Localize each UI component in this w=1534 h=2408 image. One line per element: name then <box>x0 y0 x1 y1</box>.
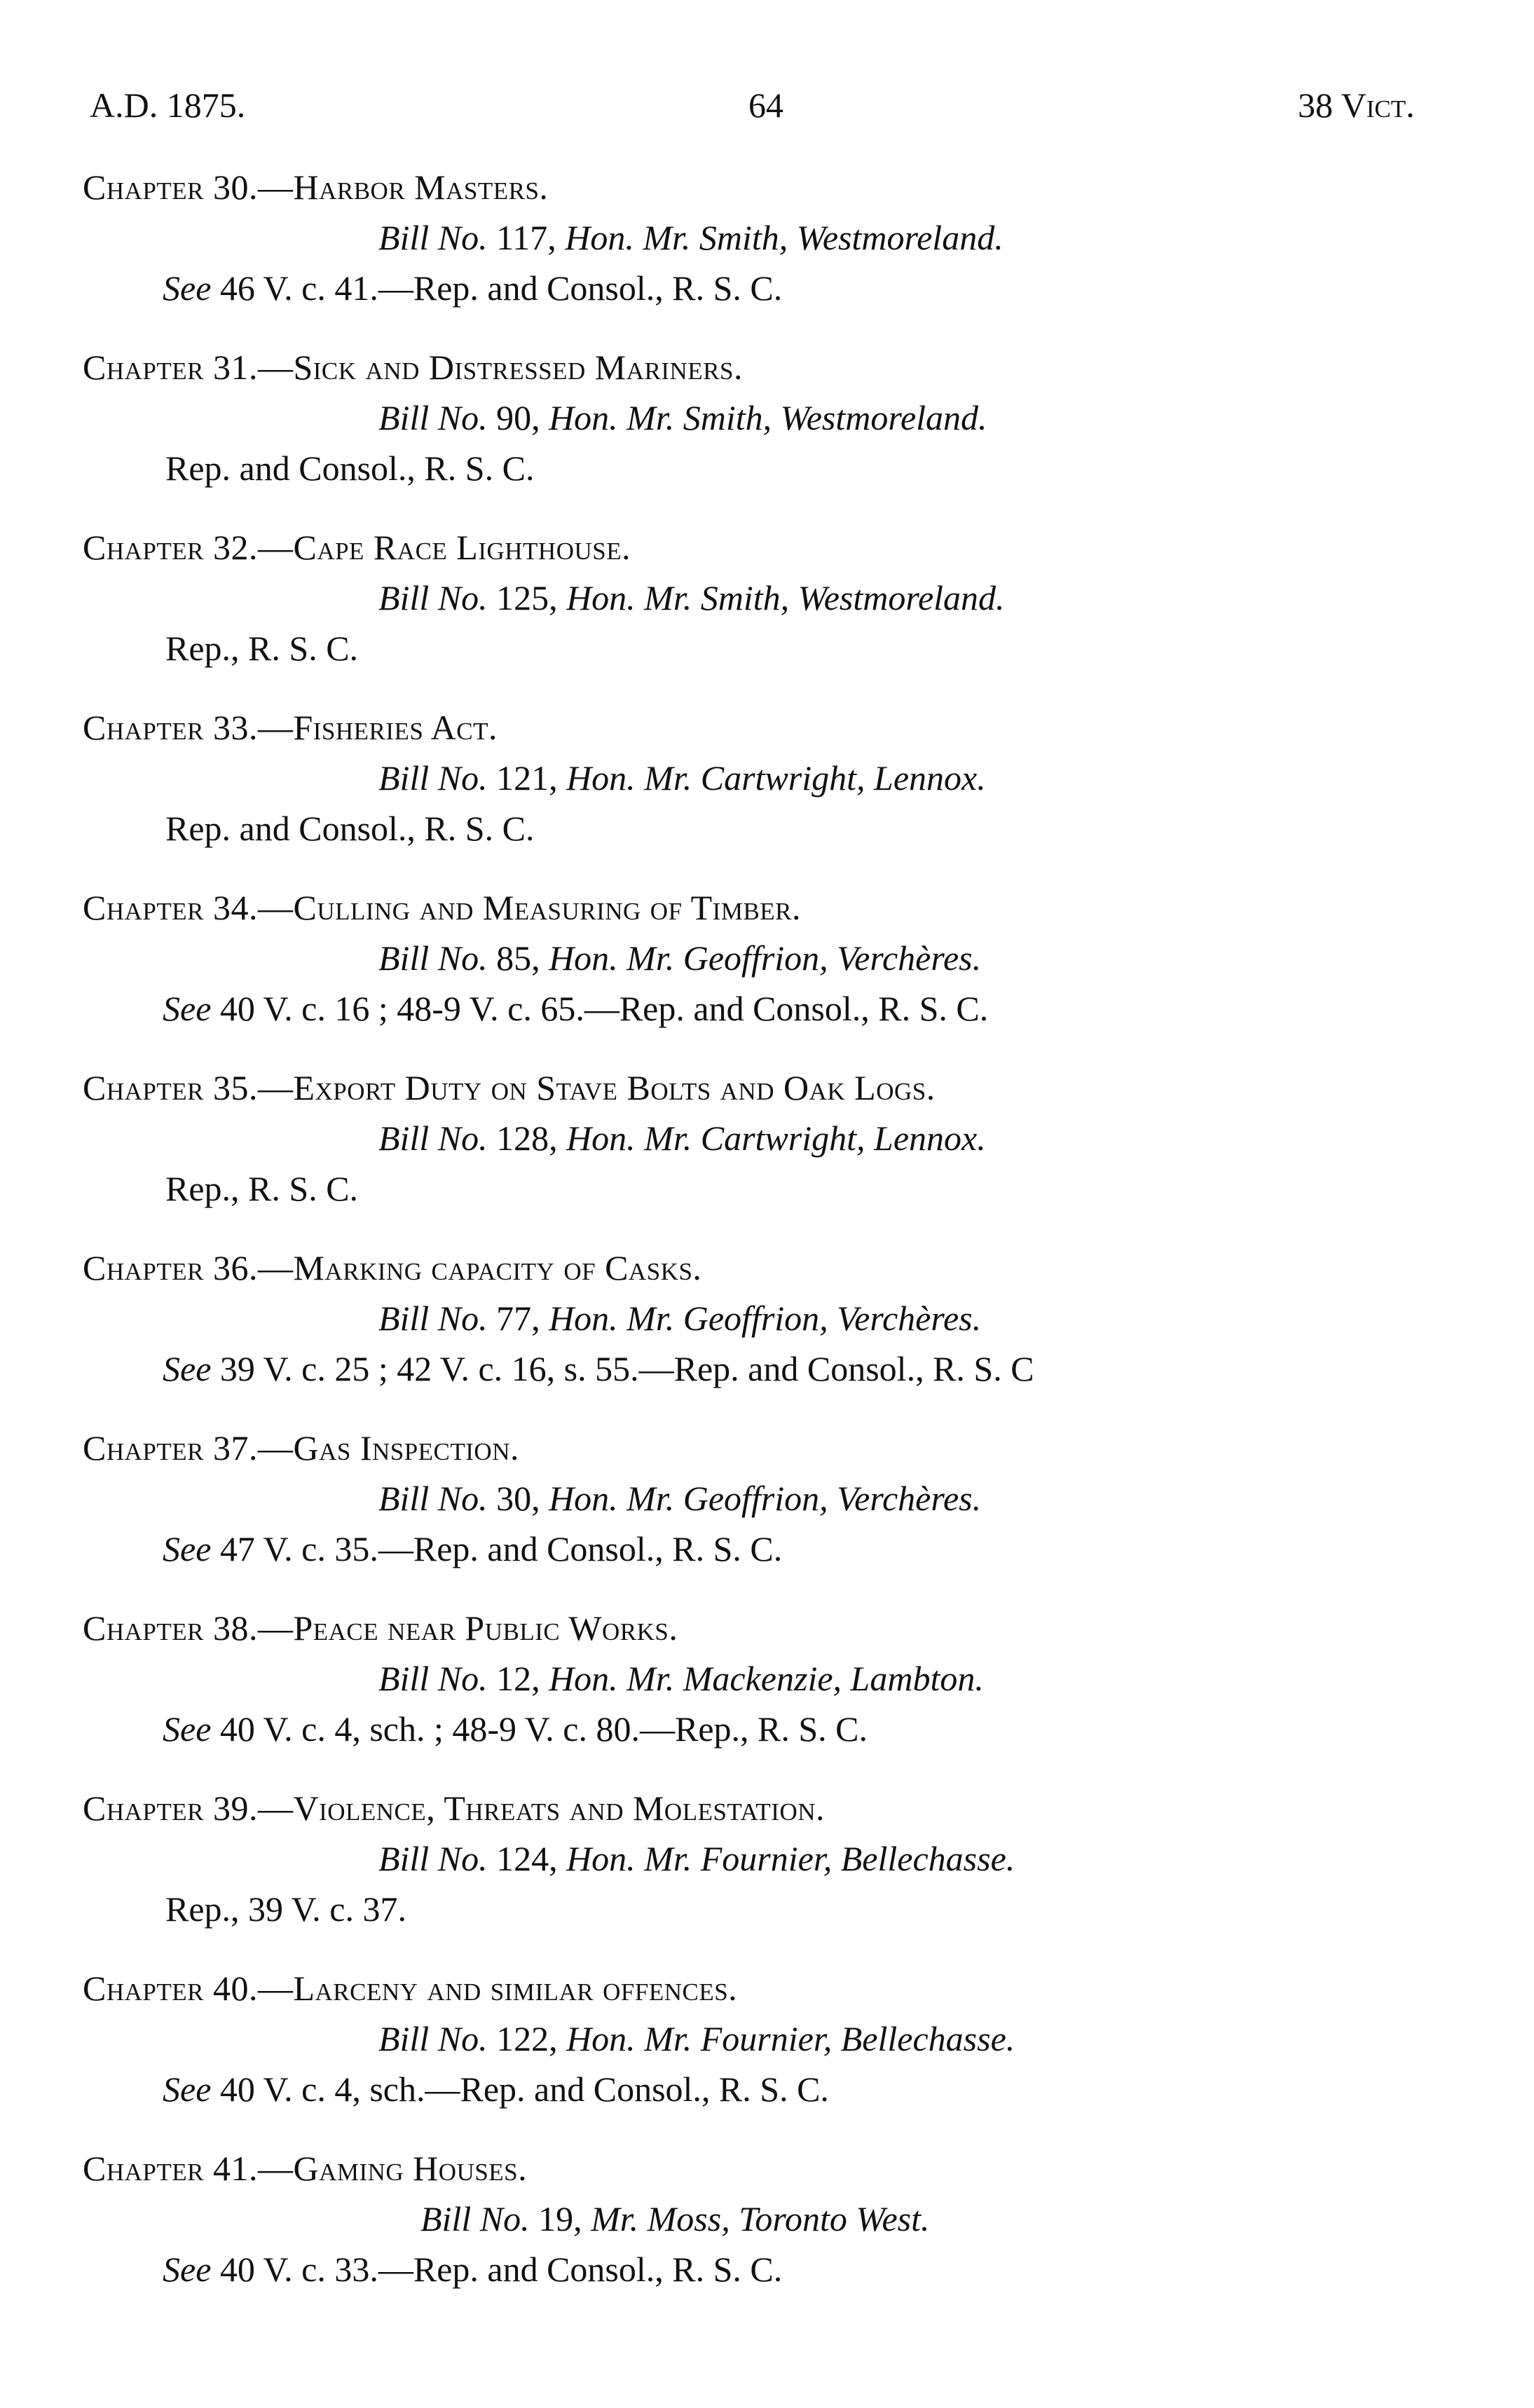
chapter-heading: Chapter 33.—Fisheries Act. <box>83 708 498 747</box>
bill-sponsor: Hon. Mr. Mackenzie, Lambton. <box>549 1659 984 1698</box>
bill-line <box>378 217 1004 258</box>
header-regnal-year: 38 Vict. <box>1298 85 1415 125</box>
bill-number: 12, <box>496 1659 540 1698</box>
bill-line <box>378 1838 1015 1879</box>
chapter-entry <box>0 1067 1534 1247</box>
bill-number: 30, <box>496 1479 540 1518</box>
chapter-heading: Chapter 31.—Sick and Distressed Mariners. <box>83 348 743 387</box>
chapter-notes <box>163 268 782 308</box>
notes-text: 40 V. c. 16 ; 48-9 V. c. 65.—Rep. and Consol., R. S. C. <box>219 989 989 1028</box>
notes-text: Rep., R. S. C. <box>165 629 359 668</box>
see-label: See <box>163 1349 212 1388</box>
bill-label: Bill No. <box>378 758 488 798</box>
notes-text: 40 V. c. 4, sch. ; 48-9 V. c. 80.—Rep., R. S. C. <box>219 1709 868 1749</box>
chapter-heading: Chapter 40.—Larceny and similar offences. <box>83 1969 738 2008</box>
chapter-notes <box>165 1889 406 1929</box>
bill-line <box>378 397 987 438</box>
chapter-heading: Chapter 34.—Culling and Measuring of Timber. <box>83 888 802 927</box>
chapter-notes <box>163 988 988 1029</box>
notes-text: Rep., R. S. C. <box>165 1169 359 1208</box>
chapter-notes <box>163 1348 1034 1389</box>
chapter-entry <box>0 1788 1534 1968</box>
chapter-heading: Chapter 37.—Gas Inspection. <box>83 1428 519 1468</box>
chapter-entry <box>0 527 1534 707</box>
chapter-heading: Chapter 35.—Export Duty on Stave Bolts and Oak Logs. <box>83 1068 936 1107</box>
bill-line <box>420 2198 930 2239</box>
chapter-entry <box>0 1247 1534 1428</box>
bill-sponsor: Hon. Mr. Geoffrion, Verchères. <box>549 1479 982 1518</box>
chapter-heading: Chapter 39.—Violence, Threats and Molestation. <box>83 1788 825 1828</box>
notes-text: 39 V. c. 25 ; 42 V. c. 16, s. 55.—Rep. and Consol., R. S. C <box>219 1349 1034 1388</box>
chapter-entry <box>0 887 1534 1067</box>
notes-text: Rep. and Consol., R. S. C. <box>165 809 535 848</box>
bill-line <box>378 758 986 798</box>
chapter-entry <box>0 167 1534 347</box>
see-label: See <box>163 2070 212 2109</box>
chapter-notes <box>163 2249 782 2290</box>
see-label: See <box>163 2250 212 2289</box>
see-label: See <box>163 989 212 1028</box>
bill-number: 122, <box>496 2019 558 2058</box>
bill-sponsor: Hon. Mr. Smith, Westmoreland. <box>566 578 1005 617</box>
bill-label: Bill No. <box>378 1659 488 1698</box>
chapter-entry <box>0 1968 1534 2148</box>
see-label: See <box>163 1709 212 1749</box>
chapter-entry <box>0 1428 1534 1608</box>
chapter-entry <box>0 347 1534 527</box>
chapter-heading: Chapter 38.—Peace near Public Works. <box>83 1608 678 1648</box>
bill-sponsor: Hon. Mr. Cartwright, Lennox. <box>566 758 986 798</box>
chapter-heading: Chapter 41.—Gaming Houses. <box>83 2149 528 2188</box>
bill-number: 124, <box>496 1839 558 1878</box>
notes-text: 40 V. c. 33.—Rep. and Consol., R. S. C. <box>219 2250 783 2289</box>
chapter-heading: Chapter 30.—Harbor Masters. <box>83 167 549 207</box>
bill-label: Bill No. <box>378 398 488 437</box>
chapter-entry <box>0 1608 1534 1788</box>
chapter-entry <box>0 707 1534 887</box>
bill-number: 85, <box>496 938 540 978</box>
chapter-notes <box>165 808 534 849</box>
bill-number: 19, <box>538 2199 582 2238</box>
bill-line <box>378 938 981 978</box>
bill-sponsor: Hon. Mr. Smith, Westmoreland. <box>565 218 1004 257</box>
bill-number: 125, <box>496 578 558 617</box>
see-label: See <box>163 1529 212 1568</box>
chapter-heading: Chapter 32.—Cape Race Lighthouse. <box>83 528 631 567</box>
bill-line <box>378 1118 986 1158</box>
header-year: A.D. 1875. <box>90 85 246 125</box>
chapter-notes <box>165 628 358 669</box>
bill-label: Bill No. <box>378 218 488 257</box>
bill-line <box>378 1478 981 1519</box>
chapter-notes <box>163 1528 782 1569</box>
bill-line <box>378 2018 1015 2059</box>
bill-line <box>378 1298 981 1339</box>
notes-text: 47 V. c. 35.—Rep. and Consol., R. S. C. <box>219 1529 783 1568</box>
bill-label: Bill No. <box>378 1119 488 1158</box>
chapter-heading: Chapter 36.—Marking capacity of Casks. <box>83 1248 702 1287</box>
chapter-list <box>0 167 1534 2328</box>
bill-number: 90, <box>496 398 540 437</box>
bill-sponsor: Hon. Mr. Geoffrion, Verchères. <box>549 1299 982 1338</box>
bill-label: Bill No. <box>378 1299 488 1338</box>
bill-sponsor: Hon. Mr. Smith, Westmoreland. <box>549 398 987 437</box>
bill-number: 121, <box>496 758 558 798</box>
see-label: See <box>163 268 212 308</box>
page-number: 64 <box>748 85 783 125</box>
bill-sponsor: Hon. Mr. Cartwright, Lennox. <box>566 1119 986 1158</box>
bill-label: Bill No. <box>378 938 488 978</box>
bill-sponsor: Hon. Mr. Fournier, Bellechasse. <box>566 1839 1015 1878</box>
bill-sponsor: Hon. Mr. Fournier, Bellechasse. <box>566 2019 1015 2058</box>
bill-number: 117, <box>496 218 556 257</box>
bill-sponsor: Hon. Mr. Geoffrion, Verchères. <box>549 938 982 978</box>
chapter-notes <box>163 1709 868 1749</box>
chapter-notes <box>165 448 534 488</box>
bill-sponsor: Mr. Moss, Toronto West. <box>591 2199 930 2238</box>
chapter-entry <box>0 2148 1534 2328</box>
notes-text: Rep., 39 V. c. 37. <box>165 1889 406 1929</box>
bill-label: Bill No. <box>378 2019 488 2058</box>
bill-label: Bill No. <box>378 1479 488 1518</box>
bill-line <box>378 577 1005 618</box>
notes-text: Rep. and Consol., R. S. C. <box>165 449 535 488</box>
notes-text: 40 V. c. 4, sch.—Rep. and Consol., R. S. C. <box>219 2070 829 2109</box>
bill-label: Bill No. <box>378 578 488 617</box>
bill-number: 128, <box>496 1119 558 1158</box>
notes-text: 46 V. c. 41.—Rep. and Consol., R. S. C. <box>219 268 783 308</box>
chapter-notes <box>165 1168 358 1209</box>
bill-label: Bill No. <box>378 1839 488 1878</box>
bill-line <box>378 1658 984 1699</box>
chapter-notes <box>163 2069 829 2109</box>
bill-label: Bill No. <box>420 2199 530 2238</box>
bill-number: 77, <box>496 1299 540 1338</box>
